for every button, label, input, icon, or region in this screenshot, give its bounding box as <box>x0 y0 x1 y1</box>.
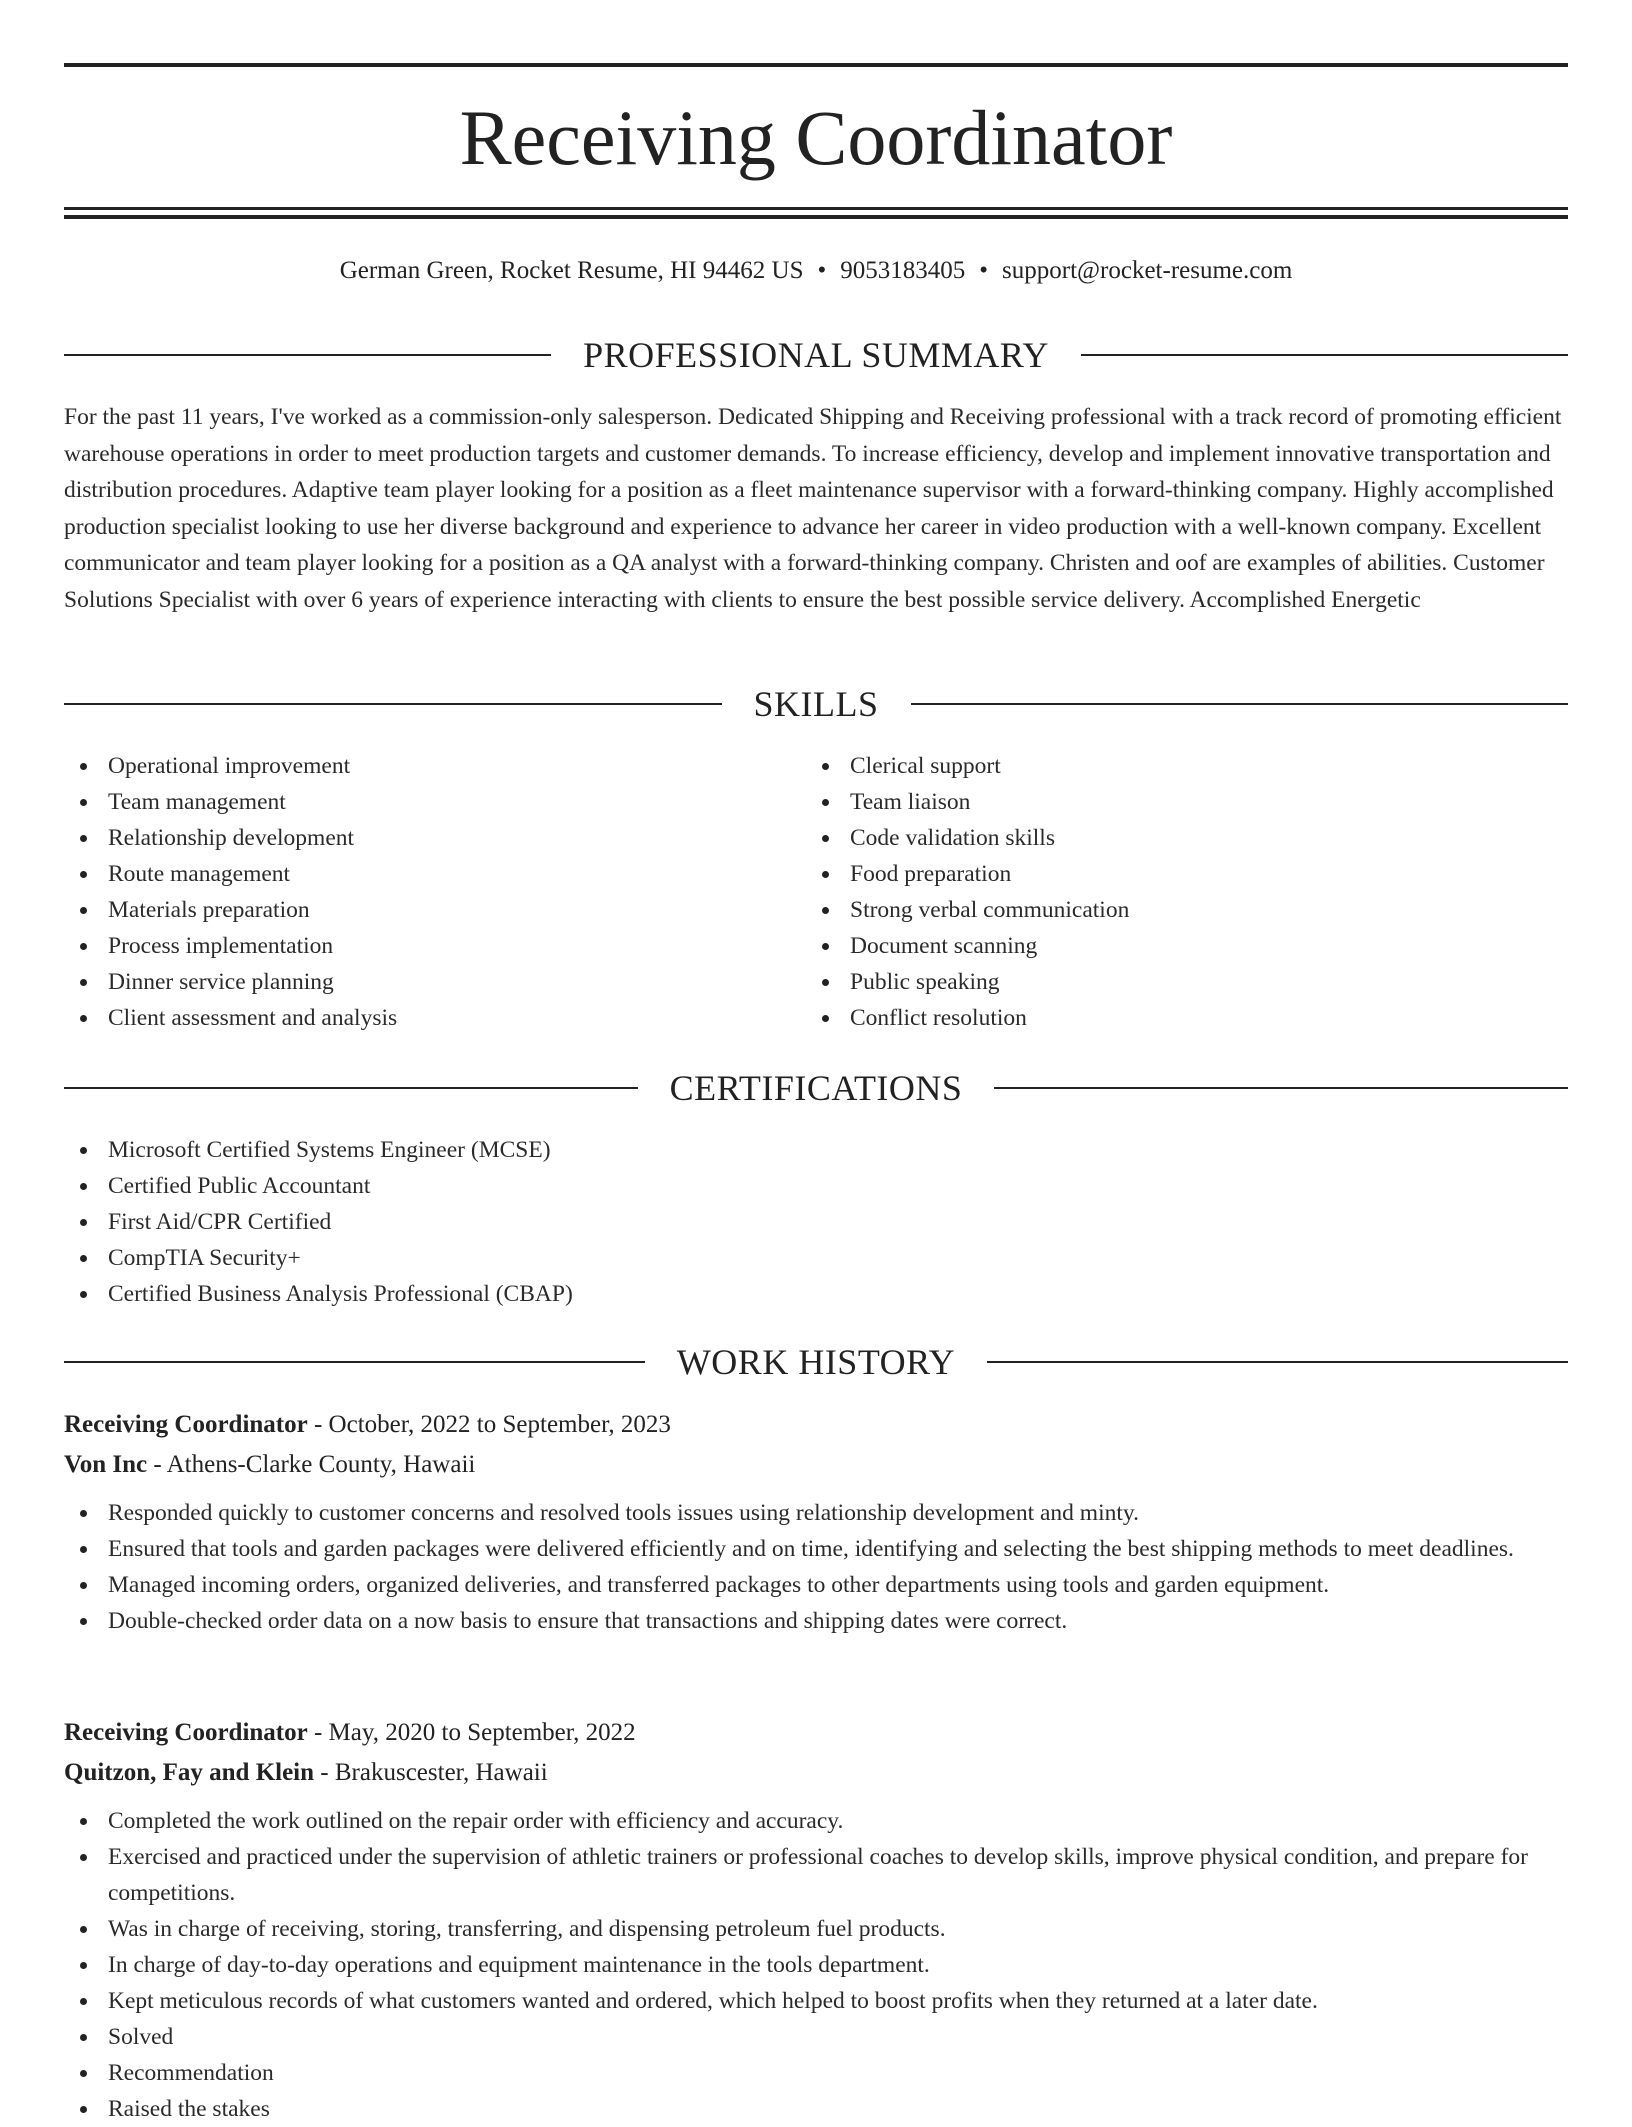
job-bullet: Was in charge of receiving, storing, transferring, and dispensing petroleum fuel products. <box>64 1911 1568 1947</box>
heading-rule <box>994 1087 1568 1089</box>
skill-item: Dinner service planning <box>64 964 764 1000</box>
job-company: Von Inc <box>64 1451 148 1478</box>
job-bullet: Completed the work outlined on the repair order with efficiency and accuracy. <box>64 1803 1568 1839</box>
section-title: WORK HISTORY <box>676 1342 956 1382</box>
section-heading-certifications <box>64 1066 1568 1110</box>
job-bullet: Kept meticulous records of what customers wanted and ordered, which helped to boost profits when they returned at a later date. <box>64 1983 1568 2019</box>
job-title-line <box>64 1713 1568 1753</box>
job-bullet: In charge of day-to-day operations and equipment maintenance in the tools department. <box>64 1947 1568 1983</box>
skill-item: Clerical support <box>806 748 1506 784</box>
header-bottom-rule-2 <box>64 215 1568 219</box>
job-title-line <box>64 1405 1568 1445</box>
job-company-line <box>64 1753 1568 1793</box>
job-bullet: Exercised and practiced under the supervision of athletic trainers or professional coaches to develop skills, improve physical condition, and prepare for competitions. <box>64 1839 1568 1911</box>
job-title: Receiving Coordinator <box>64 1719 308 1746</box>
heading-rule <box>64 703 722 705</box>
job-bullet: Solved <box>64 2019 1568 2055</box>
skills-column-left <box>64 748 764 1036</box>
section-heading-skills <box>64 682 1568 726</box>
skills-column-right <box>806 748 1506 1036</box>
job-entry <box>64 1713 1568 2127</box>
certification-item: Microsoft Certified Systems Engineer (MCSE) <box>64 1132 1568 1168</box>
job-company-line <box>64 1445 1568 1485</box>
job-bullet: Managed incoming orders, organized deliveries, and transferred packages to other departments using tools and garden equipment. <box>64 1567 1568 1603</box>
job-company: Quitzon, Fay and Klein <box>64 1759 315 1786</box>
certification-item: Certified Business Analysis Professional (CBAP) <box>64 1276 1568 1312</box>
skill-item: Team liaison <box>806 784 1506 820</box>
job-bullet: Recommendation <box>64 2055 1568 2091</box>
heading-rule <box>911 703 1569 705</box>
job-bullet: Ensured that tools and garden packages were delivered efficiently and on time, identifying and selecting the best shipping methods to meet deadlines. <box>64 1531 1568 1567</box>
page-title: Receiving Coordinator <box>459 94 1173 181</box>
section-heading-work-history <box>64 1340 1568 1384</box>
skill-item: Document scanning <box>806 928 1506 964</box>
header-bottom-rule <box>64 207 1568 210</box>
skill-item: Conflict resolution <box>806 1000 1506 1036</box>
contact-line <box>64 254 1568 288</box>
section-title: CERTIFICATIONS <box>669 1068 963 1108</box>
section-title: PROFESSIONAL SUMMARY <box>583 335 1049 375</box>
skill-item: Public speaking <box>806 964 1506 1000</box>
job-title: Receiving Coordinator <box>64 1411 308 1438</box>
contact-address: German Green, Rocket Resume, HI 94462 US <box>339 257 804 284</box>
section-title: SKILLS <box>753 684 879 724</box>
certification-item: Certified Public Accountant <box>64 1168 1568 1204</box>
job-location: - Athens-Clarke County, Hawaii <box>147 1451 476 1478</box>
skill-item: Code validation skills <box>806 820 1506 856</box>
certification-item: First Aid/CPR Certified <box>64 1204 1568 1240</box>
skill-item: Relationship development <box>64 820 764 856</box>
job-bullet: Double-checked order data on a now basis to ensure that transactions and shipping dates were correct. <box>64 1603 1568 1639</box>
summary-text: For the past 11 years, I've worked as a commission-only salesperson. Dedicated Shipping and Receiving professional with a track record of promoting efficient warehouse operations in order to meet production targets and customer demands. To increase efficiency, develop and implement innovative transportation and distribution procedures. Adaptive team player looking for a position as a fleet maintenance supervisor with a forward-thinking company. Highly accomplished production specialist looking to use her diverse background and experience to advance her career in video production with a well-known company. Excellent communicator and team player looking for a position as a QA analyst with a forward-thinking company. Christen and oof are examples of abilities. Customer Solutions Specialist with over 6 years of experience interacting with clients to ensure the best possible service delivery. Accomplished Energetic <box>64 404 1562 613</box>
contact-separator: • <box>817 257 827 284</box>
heading-rule <box>1081 354 1568 356</box>
skill-item: Team management <box>64 784 764 820</box>
job-location: - Brakuscester, Hawaii <box>314 1759 548 1786</box>
skill-item: Materials preparation <box>64 892 764 928</box>
certification-item: CompTIA Security+ <box>64 1240 1568 1276</box>
heading-rule <box>987 1361 1568 1363</box>
heading-rule <box>64 1087 638 1089</box>
skill-item: Operational improvement <box>64 748 764 784</box>
skill-item: Route management <box>64 856 764 892</box>
job-dates: - October, 2022 to September, 2023 <box>307 1411 671 1438</box>
job-bullet: Responded quickly to customer concerns and resolved tools issues using relationship development and minty. <box>64 1495 1568 1531</box>
contact-email: support@rocket-resume.com <box>1002 257 1293 284</box>
skill-item: Food preparation <box>806 856 1506 892</box>
header-top-rule <box>64 63 1568 67</box>
job-bullet: Raised the stakes <box>64 2091 1568 2127</box>
skill-item: Client assessment and analysis <box>64 1000 764 1036</box>
skill-item: Process implementation <box>64 928 764 964</box>
contact-separator: • <box>979 257 989 284</box>
certifications-list <box>64 1132 1568 1312</box>
heading-rule <box>64 1361 645 1363</box>
job-entry <box>64 1405 1568 1639</box>
job-dates: - May, 2020 to September, 2022 <box>307 1719 636 1746</box>
section-heading-summary <box>64 333 1568 377</box>
skill-item: Strong verbal communication <box>806 892 1506 928</box>
heading-rule <box>64 354 551 356</box>
contact-phone: 9053183405 <box>840 257 966 284</box>
